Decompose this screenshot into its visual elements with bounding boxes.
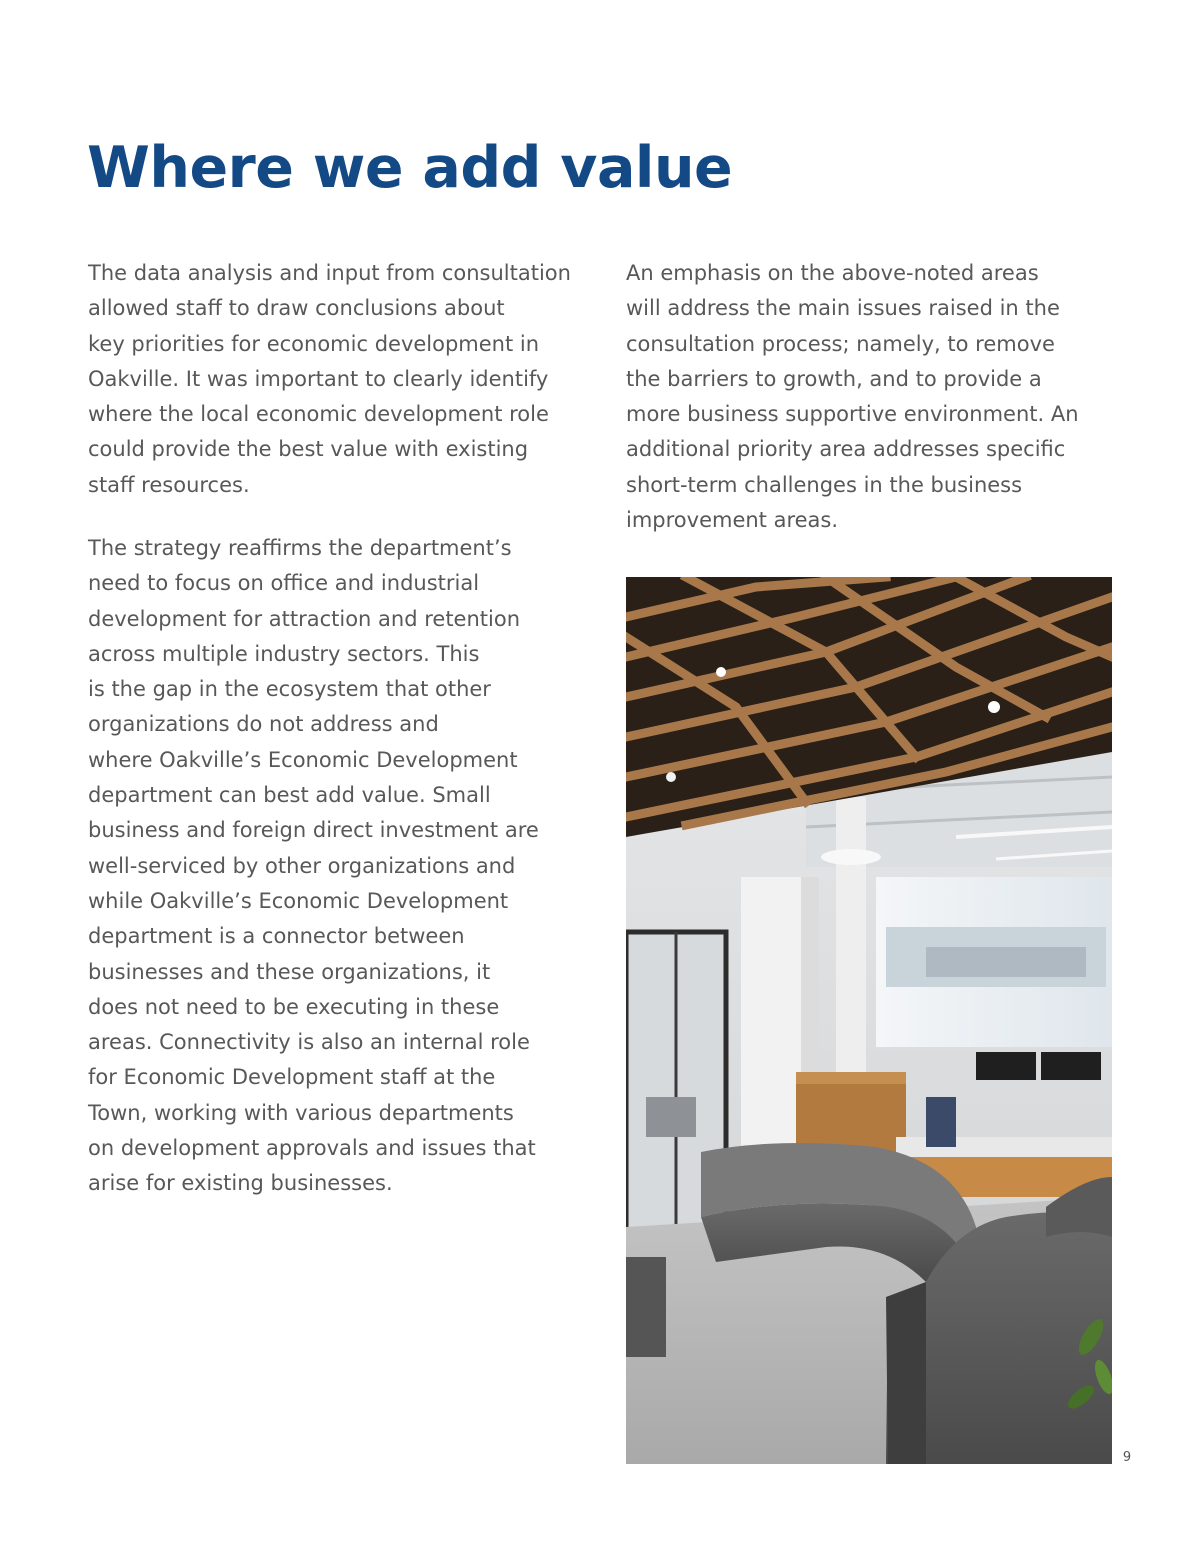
text-line: the barriers to growth, and to provide a <box>626 366 1042 391</box>
text-line: more business supportive environment. An <box>626 402 1079 427</box>
text-line: on development approvals and issues that <box>88 1136 536 1161</box>
text-line: department can best add value. Small <box>88 783 491 808</box>
text-line: where Oakville’s Economic Development <box>88 747 518 772</box>
text-line: Oakville. It was important to clearly identify <box>88 366 549 391</box>
text-line: additional priority area addresses specific <box>626 437 1066 462</box>
text-line: development for attraction and retention <box>88 606 521 631</box>
text-line: staff resources. <box>88 472 250 497</box>
text-line: need to focus on office and industrial <box>88 571 480 596</box>
text-line: for Economic Development staff at the <box>88 1065 496 1090</box>
text-line: arise for existing businesses. <box>88 1171 393 1196</box>
text-line: is the gap in the ecosystem that other <box>88 677 491 702</box>
left-paragraph-2 <box>88 531 539 1202</box>
text-line: key priorities for economic development in <box>88 331 540 356</box>
text-line: allowed staff to draw conclusions about <box>88 296 505 321</box>
page-number: 9 <box>1122 1450 1132 1465</box>
text-line: The data analysis and input from consultation <box>88 261 571 285</box>
left-paragraph-1 <box>88 256 571 503</box>
text-line: areas. Connectivity is also an internal role <box>88 1030 530 1055</box>
text-line: well-serviced by other organizations and <box>88 853 516 878</box>
text-line: while Oakville’s Economic Development <box>88 888 509 913</box>
text-line: businesses and these organizations, it <box>88 959 491 984</box>
page-title: Where we add value <box>87 135 733 201</box>
text-line: business and foreign direct investment are <box>88 818 539 843</box>
text-line: consultation process; namely, to remove <box>626 331 1055 356</box>
text-line: does not need to be executing in these <box>88 994 500 1019</box>
text-line: department is a connector between <box>88 924 465 949</box>
text-line: An emphasis on the above-noted areas <box>626 261 1039 285</box>
text-line: where the local economic development role <box>88 402 549 427</box>
text-line: improvement areas. <box>626 508 839 533</box>
text-line: organizations do not address and <box>88 712 439 737</box>
text-line: short-term challenges in the business <box>626 472 1023 497</box>
text-line: will address the main issues raised in the <box>626 296 1060 321</box>
text-line: Town, working with various departments <box>88 1100 514 1125</box>
right-paragraph-1 <box>626 256 1079 538</box>
text-line: The strategy reaffirms the department’s <box>88 536 512 560</box>
office-interior-photo <box>626 577 1112 1464</box>
text-line: across multiple industry sectors. This <box>88 641 480 666</box>
text-line: could provide the best value with existing <box>88 437 529 462</box>
